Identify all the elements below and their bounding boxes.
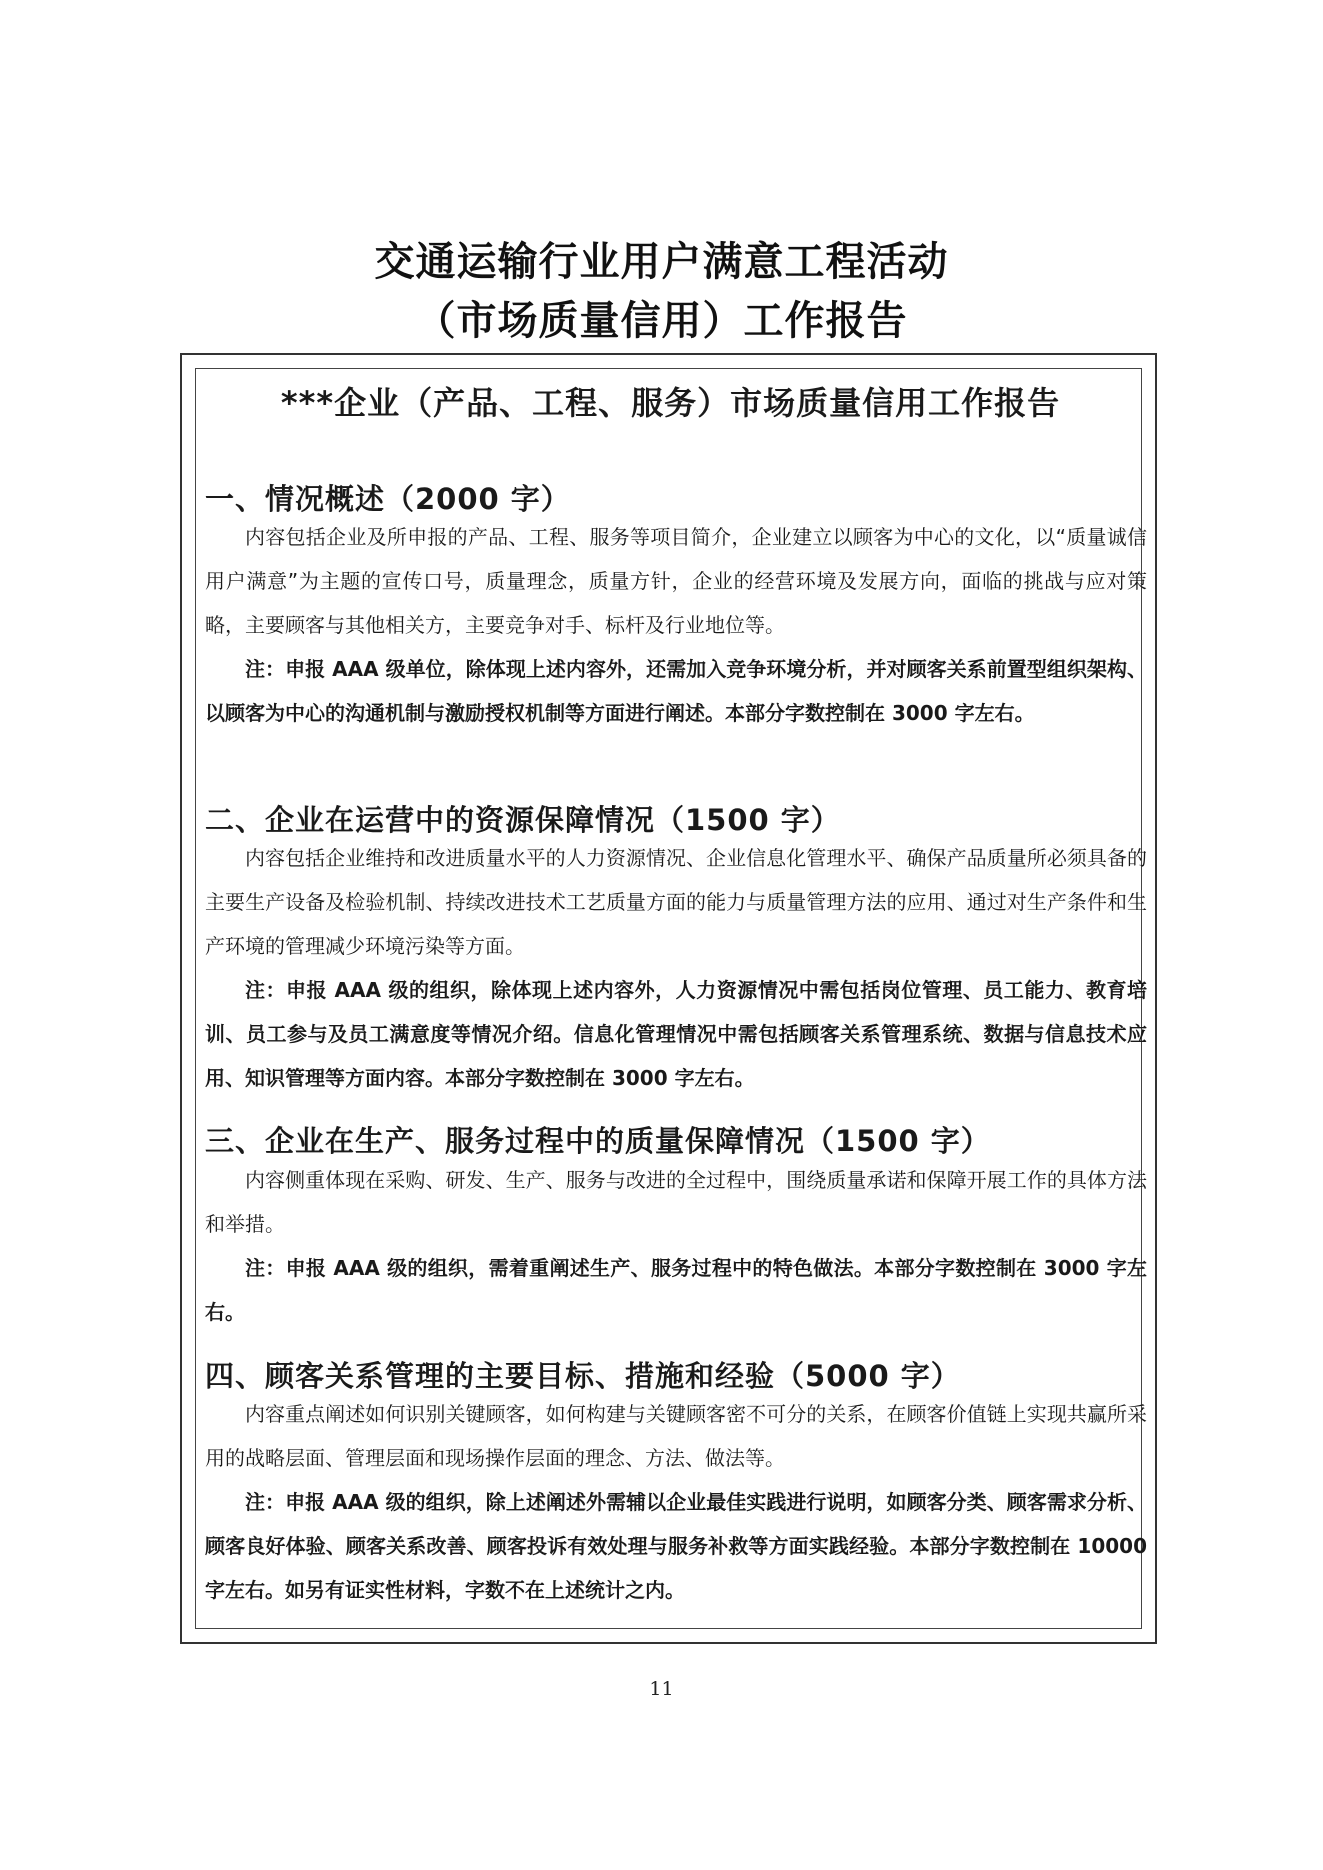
section-2-note: 注：申报 AAA 级的组织，除体现上述内容外，人力资源情况中需包括岗位管理、员工能力、教育培训、员工参与及员工满意度等情况介绍。信息化管理情况中需包括顾客关系管理系统、数据与信息技术应用、知识管理等方面内容。本部分字数控制在 3000 字左右。 xyxy=(205,978,1147,1090)
section-1-heading: 一、情况概述（2000 字） xyxy=(205,482,571,516)
document-title-line-2: （市场质量信用）工作报告 xyxy=(415,297,908,344)
section-4-note: 注：申报 AAA 级的组织，除上述阐述外需辅以企业最佳实践进行说明，如顾客分类、顾客需求分析、顾客良好体验、顾客关系改善、顾客投诉有效处理与服务补救等方面实践经验。本部分字数控制在 10000 字左右。如另有证实性材料，字数不在上述统计之内。 xyxy=(205,1490,1147,1602)
document-title-line-1: 交通运输行业用户满意工程活动 xyxy=(374,238,949,285)
section-3-heading: 三、企业在生产、服务过程中的质量保障情况（1500 字） xyxy=(205,1124,991,1158)
section-1-note: 注：申报 AAA 级单位，除体现上述内容外，还需加入竞争环境分析，并对顾客关系前置型组织架构、以顾客为中心的沟通机制与激励授权机制等方面进行阐述。本部分字数控制在 3000 字左右。 xyxy=(205,657,1147,725)
section-3-content: 内容侧重体现在采购、研发、生产、服务与改进的全过程中，围绕质量承诺和保障开展工作的具体方法和举措。 xyxy=(205,1168,1147,1236)
report-template-box xyxy=(180,353,1157,1644)
section-3-note: 注：申报 AAA 级的组织，需着重阐述生产、服务过程中的特色做法。本部分字数控制在 3000 字左右。 xyxy=(205,1256,1147,1324)
section-2-heading: 二、企业在运营中的资源保障情况（1500 字） xyxy=(205,803,841,837)
page-number: 11 xyxy=(649,1678,674,1700)
report-title: ***企业（产品、工程、服务）市场质量信用工作报告 xyxy=(280,384,1061,422)
section-1-content: 内容包括企业及所申报的产品、工程、服务等项目简介，企业建立以顾客为中心的文化，以“质量诚信用户满意”为主题的宣传口号，质量理念，质量方针，企业的经营环境及发展方向，面临的挑战与应对策略，主要顾客与其他相关方，主要竞争对手、标杆及行业地位等。 xyxy=(205,525,1147,637)
section-4-heading: 四、顾客关系管理的主要目标、措施和经验（5000 字） xyxy=(205,1359,961,1393)
section-4-content: 内容重点阐述如何识别关键顾客，如何构建与关键顾客密不可分的关系，在顾客价值链上实现共赢所采用的战略层面、管理层面和现场操作层面的理念、方法、做法等。 xyxy=(205,1402,1147,1470)
section-2-content: 内容包括企业维持和改进质量水平的人力资源情况、企业信息化管理水平、确保产品质量所必须具备的主要生产设备及检验机制、持续改进技术工艺质量方面的能力与质量管理方法的应用、通过对生产条件和生产环境的管理减少环境污染等方面。 xyxy=(205,846,1147,958)
